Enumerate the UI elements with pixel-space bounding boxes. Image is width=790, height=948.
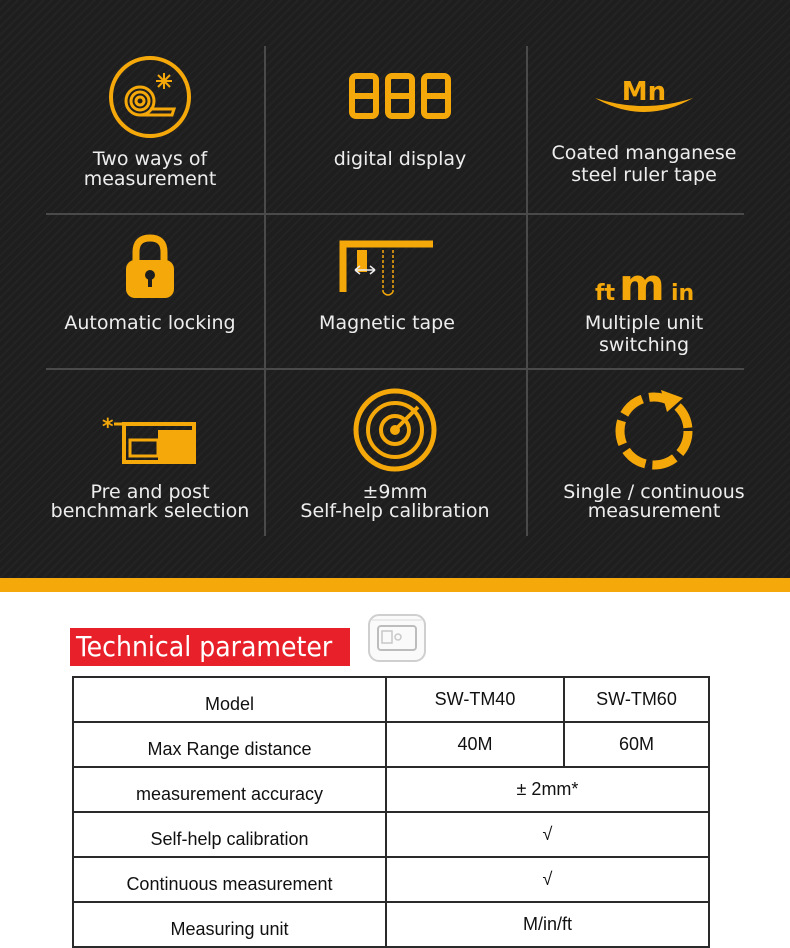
feature-label: Multiple unit xyxy=(584,312,704,334)
spec-table xyxy=(72,676,710,948)
icon-text: Mn xyxy=(621,77,667,107)
feature-label: Self-help calibration xyxy=(300,500,490,522)
magnetic-tape-icon xyxy=(267,240,507,298)
feature-label: digital display xyxy=(333,148,467,170)
continuous-check-cell: √ xyxy=(386,857,709,902)
digital-display-icon xyxy=(280,72,520,120)
grid-divider xyxy=(46,368,744,370)
accent-stripe xyxy=(0,578,790,592)
tape-measure-device-icon xyxy=(366,612,428,664)
accuracy-cell: ± 2mm* xyxy=(386,767,709,812)
manganese-tape-icon xyxy=(524,74,764,120)
benchmark-icon xyxy=(30,414,270,466)
table-row xyxy=(73,812,709,857)
feature-label: Single / continuous xyxy=(563,481,745,503)
row-label: Max Range distance xyxy=(73,722,386,767)
feature-label: Two ways of xyxy=(92,148,208,170)
feature-label: Pre and post xyxy=(90,481,210,503)
table-row xyxy=(73,857,709,902)
feature-label: benchmark selection xyxy=(50,500,250,522)
feature-label: measurement xyxy=(587,500,721,522)
feature-label: measurement xyxy=(83,168,217,190)
row-label: measurement accuracy xyxy=(73,767,386,812)
icon-text: in xyxy=(671,281,695,306)
svg-text:*: * xyxy=(102,415,114,440)
calibration-check-cell: √ xyxy=(386,812,709,857)
icon-text: ft xyxy=(595,281,616,306)
lock-icon xyxy=(30,234,270,300)
table-row xyxy=(73,677,709,722)
table-row xyxy=(73,722,709,767)
section-title: Technical parameter xyxy=(70,628,350,666)
row-label: Measuring unit xyxy=(73,902,386,947)
model-60-cell: SW-TM60 xyxy=(564,677,709,722)
range-40-cell: 40M xyxy=(386,722,564,767)
unit-cell: M/in/ft xyxy=(386,902,709,947)
range-60-cell: 60M xyxy=(564,722,709,767)
row-label: Self-help calibration xyxy=(73,812,386,857)
continuous-cycle-icon xyxy=(534,384,774,474)
tape-roll-icon xyxy=(30,55,270,139)
grid-divider xyxy=(46,213,744,215)
feature-label: steel ruler tape xyxy=(571,164,717,186)
row-label: Continuous measurement xyxy=(73,857,386,902)
table-row xyxy=(73,902,709,947)
icon-text: m xyxy=(619,262,665,306)
feature-label: Magnetic tape xyxy=(319,312,455,334)
calibration-target-icon xyxy=(275,387,515,473)
table-row xyxy=(73,767,709,812)
row-label: Model xyxy=(73,677,386,722)
feature-label: Coated manganese xyxy=(551,142,737,164)
feature-label: ±9mm xyxy=(362,481,428,503)
unit-switch-icon xyxy=(524,262,764,306)
model-40-cell: SW-TM40 xyxy=(386,677,564,722)
feature-label: Automatic locking xyxy=(64,312,236,334)
feature-label: switching xyxy=(598,334,690,356)
